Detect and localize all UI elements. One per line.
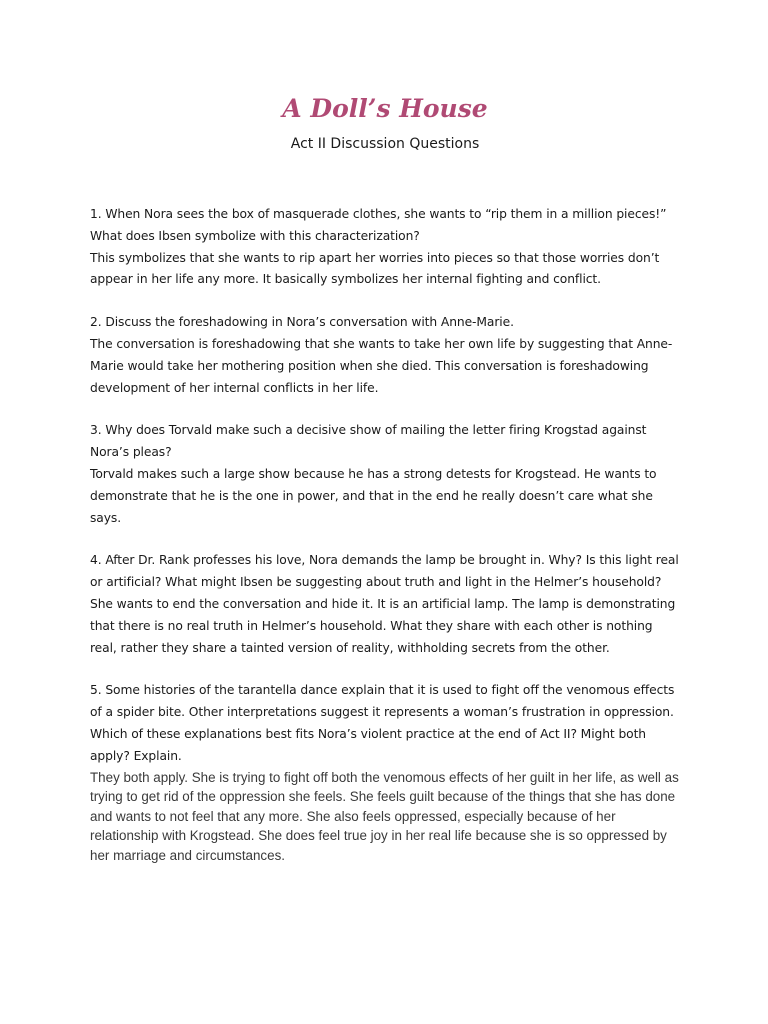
document-subtitle: Act II Discussion Questions bbox=[290, 136, 480, 152]
document-title: A Doll’s House bbox=[282, 94, 488, 123]
answer-text: She wants to end the conversation and hide it. It is an artificial lamp. The lamp is demonstrating that there is no real truth in Helmer’s household. What they share with each other is nothing real, rather they share a tainted version of reality, withholding secrets from the other. bbox=[90, 596, 676, 655]
question-text: 4. After Dr. Rank professes his love, Nora demands the lamp be brought in. Why? Is this light real or artificial? What might Ibsen be suggesting about truth and light in the Helmer’s household? bbox=[90, 553, 679, 590]
question-block-1 bbox=[90, 204, 680, 291]
question-text: 5. Some histories of the tarantella dance explain that it is used to fight off the venomous effects of a spider bite. Other interpretations suggest it represents a woman’s frustration in oppression. Which of these explanations best fits Nora’s violent practice at the end of Act II? Might both apply? Explain. bbox=[90, 683, 675, 763]
question-block-2 bbox=[90, 312, 680, 399]
answer-text: They both apply. She is trying to fight off both the venomous effects of her guilt in her life, as well as trying to get rid of the oppression she feels. She feels guilt because of the things that she has done and wants to not feel that any more. She also feels oppressed, especially because of her relationship with Krogstead. She does feel true joy in her real life because she is so oppressed by her marriage and circumstances. bbox=[90, 769, 679, 863]
question-text: 1. When Nora sees the box of masquerade clothes, she wants to “rip them in a million pieces!” What does Ibsen symbolize with this characterization? bbox=[90, 207, 667, 243]
question-block-5 bbox=[90, 680, 680, 865]
question-list bbox=[90, 204, 680, 865]
question-block-3 bbox=[90, 420, 680, 529]
answer-text: Torvald makes such a large show because he has a strong detests for Krogstead. He wants to demonstrate that he is the one in power, and that in the end he really doesn’t care what she says. bbox=[90, 466, 657, 525]
answer-text: This symbolizes that she wants to rip apart her worries into pieces so that those worries don’t appear in her life any more. It basically symbolizes her internal fighting and conflict. bbox=[90, 250, 660, 287]
question-block-4 bbox=[90, 550, 680, 659]
question-text: 2. Discuss the foreshadowing in Nora’s conversation with Anne-Marie. bbox=[90, 315, 514, 330]
document-page bbox=[90, 90, 680, 886]
question-text: 3. Why does Torvald make such a decisive show of mailing the letter firing Krogstad against Nora’s pleas? bbox=[90, 423, 647, 460]
answer-text: The conversation is foreshadowing that she wants to take her own life by suggesting that Anne-Marie would take her mothering position when she died. This conversation is foreshadowing development of her internal conflicts in her life. bbox=[90, 336, 673, 395]
